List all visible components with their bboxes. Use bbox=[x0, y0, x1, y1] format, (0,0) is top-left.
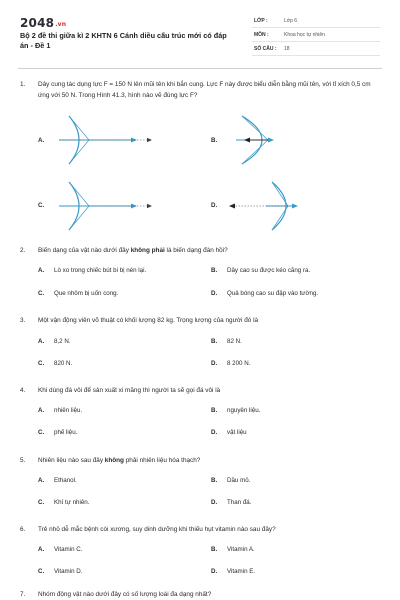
question-text bbox=[38, 246, 378, 257]
option-label: C. bbox=[38, 360, 45, 367]
logo-suffix: .vn bbox=[55, 21, 67, 28]
meta-key: MÔN : bbox=[254, 32, 269, 38]
meta-value: Lớp 6 bbox=[284, 18, 298, 24]
option-text: Quả bóng cao su đập vào tường. bbox=[227, 290, 319, 297]
option-label: D. bbox=[211, 499, 218, 506]
question-number: 4. bbox=[20, 387, 26, 394]
question-text-emphasis: không phải bbox=[130, 247, 165, 254]
bow-figure-a bbox=[55, 114, 160, 166]
question-text-part: là biến dạng đàn hồi? bbox=[164, 247, 228, 254]
header-divider bbox=[18, 68, 382, 69]
option-label: D. bbox=[211, 202, 218, 209]
option-text: 82 N. bbox=[227, 338, 242, 345]
question-text-emphasis: không bbox=[104, 457, 124, 464]
option-text: Que nhôm bị uốn cong. bbox=[54, 290, 119, 297]
option-text: Than đá. bbox=[227, 499, 252, 506]
option-text: Vitamin E. bbox=[227, 568, 256, 575]
meta-row-count bbox=[252, 42, 380, 56]
option-label: A. bbox=[38, 477, 45, 484]
exam-meta-box bbox=[252, 14, 380, 56]
option-label: A. bbox=[38, 137, 45, 144]
option-label: B. bbox=[211, 137, 218, 144]
bow-figure-d bbox=[226, 180, 306, 232]
question-number: 5. bbox=[20, 457, 26, 464]
option-label: C. bbox=[38, 568, 45, 575]
option-label: B. bbox=[211, 477, 218, 484]
option-text: Vitamin A. bbox=[227, 546, 255, 553]
logo-text: 2048 bbox=[20, 16, 55, 30]
option-text: Dây cao su được kéo căng ra. bbox=[227, 267, 311, 274]
bow-figure-b bbox=[232, 114, 292, 166]
option-label: C. bbox=[38, 202, 45, 209]
option-text: phế liệu. bbox=[54, 429, 78, 436]
site-logo[interactable] bbox=[20, 16, 66, 30]
question-text: Khi dùng đá vôi để sản xuất xi măng thì người ta sẽ gọi đá vôi là bbox=[38, 387, 221, 394]
question-number: 3. bbox=[20, 317, 26, 324]
meta-key: LỚP : bbox=[254, 18, 268, 24]
meta-row-subject bbox=[252, 28, 380, 42]
question-text bbox=[38, 456, 378, 467]
option-label: C. bbox=[38, 429, 45, 436]
question-text-part: Biến dạng của vật nào dưới đây bbox=[38, 247, 131, 254]
option-label: B. bbox=[211, 338, 218, 345]
option-text: Khí tự nhiên. bbox=[54, 499, 90, 506]
option-text: Vitamin C. bbox=[54, 546, 83, 553]
option-label: A. bbox=[38, 338, 45, 345]
question-number: 1. bbox=[20, 81, 26, 88]
option-label: D. bbox=[211, 568, 218, 575]
option-label: B. bbox=[211, 546, 218, 553]
option-label: A. bbox=[38, 267, 45, 274]
question-text: Dây cung tác dụng lực F = 150 N lên mũi tên khi bắn cung. Lực F này được biểu diễn bằng mũi tên, với tỉ xích 0,5 cm ứng với 50 N. Trong Hình 41.3, hình nào vẽ đúng lực F? bbox=[38, 81, 371, 99]
option-text: 8 200 N. bbox=[227, 360, 251, 367]
bow-figure-c bbox=[55, 180, 160, 232]
question-text: Trẻ nhỏ dễ mắc bệnh còi xương, suy dinh dưỡng khi thiếu hụt vitamin nào sau đây? bbox=[38, 526, 276, 533]
option-label: B. bbox=[211, 407, 218, 414]
option-text: Vitamin D. bbox=[54, 568, 83, 575]
option-label: A. bbox=[38, 546, 45, 553]
question-number: 6. bbox=[20, 526, 26, 533]
meta-value: Khoa học tự nhiên bbox=[284, 32, 325, 38]
option-label: D. bbox=[211, 429, 218, 436]
option-label: A. bbox=[38, 407, 45, 414]
question-text: Một vận động viên võ thuật có khối lượng 82 kg. Trọng lượng của người đó là bbox=[38, 317, 259, 324]
option-text: nhiên liệu. bbox=[54, 407, 83, 414]
option-text: Lò xo trong chiếc bút bi bị nén lại. bbox=[54, 267, 147, 274]
option-label: D. bbox=[211, 290, 218, 297]
meta-row-class bbox=[252, 14, 380, 28]
option-label: C. bbox=[38, 499, 45, 506]
meta-value: 18 bbox=[284, 46, 290, 52]
question-number: 7. bbox=[20, 591, 26, 598]
option-label: C. bbox=[38, 290, 45, 297]
option-label: B. bbox=[211, 267, 218, 274]
question-number: 2. bbox=[20, 247, 26, 254]
option-text: vật liệu bbox=[227, 429, 247, 436]
question-text-part: Nhiên liệu nào sau đây bbox=[38, 457, 105, 464]
option-text: nguyên liệu. bbox=[227, 407, 261, 414]
option-text: Ethanol. bbox=[54, 477, 77, 484]
meta-key: SỐ CÂU : bbox=[254, 46, 277, 52]
option-text: 820 N. bbox=[54, 360, 73, 367]
question-text: Nhóm động vật nào dưới đây có số lượng loài đa dạng nhất? bbox=[38, 591, 212, 598]
page-title: Bộ 2 đề thi giữa kì 2 KHTN 6 Cánh diều cấu trúc mới có đáp án - Đề 1 bbox=[20, 31, 227, 50]
option-text: 8,2 N. bbox=[54, 338, 71, 345]
option-label: D. bbox=[211, 360, 218, 367]
question-text-part: phải nhiên liệu hóa thạch? bbox=[123, 457, 201, 464]
option-text: Dầu mỏ. bbox=[227, 477, 251, 484]
